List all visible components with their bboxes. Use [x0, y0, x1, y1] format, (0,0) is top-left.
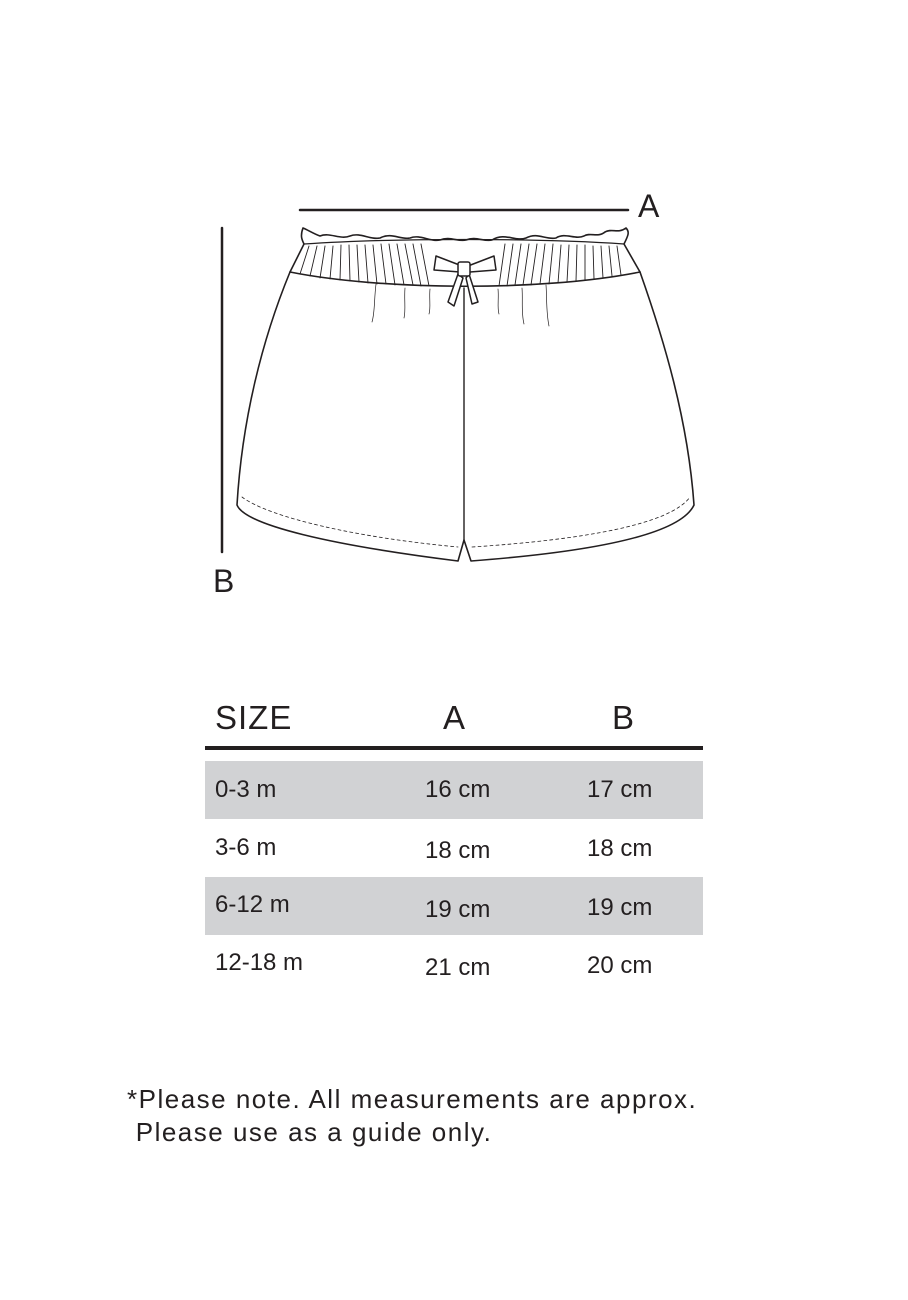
cell-a: 19 cm [425, 896, 491, 923]
drawstring-bow [434, 256, 496, 306]
cell-a: 18 cm [425, 837, 491, 864]
cell-size: 6-12 m [215, 891, 290, 918]
header-a: A [443, 699, 467, 736]
header-b: B [612, 699, 636, 736]
cell-b: 17 cm [587, 776, 653, 803]
cell-size: 12-18 m [215, 949, 304, 976]
measure-label-a: A [638, 188, 660, 224]
fabric-folds [372, 284, 549, 326]
cell-size: 0-3 m [215, 776, 277, 803]
cell-b: 18 cm [587, 835, 653, 862]
table-row [205, 935, 703, 993]
header-size: SIZE [215, 699, 293, 736]
measure-label-b: B [213, 563, 235, 599]
cell-b: 19 cm [587, 894, 653, 921]
shorts-measurement-diagram [0, 0, 908, 640]
note-line-1: *Please note. All measurements are approx. [127, 1084, 698, 1114]
table-row [205, 877, 703, 935]
cell-a: 21 cm [425, 954, 491, 981]
table-row [205, 819, 703, 877]
cell-a: 16 cm [425, 776, 491, 803]
hem-stitching [242, 497, 690, 547]
cell-b: 20 cm [587, 952, 653, 979]
table-row [205, 761, 703, 819]
note-line-2: Please use as a guide only. [127, 1117, 493, 1147]
table-body [205, 761, 703, 993]
table-header [205, 700, 703, 750]
size-chart-table [205, 699, 703, 981]
shorts-illustration [0, 0, 908, 640]
measurement-note [127, 1083, 697, 1149]
cell-size: 3-6 m [215, 834, 277, 861]
